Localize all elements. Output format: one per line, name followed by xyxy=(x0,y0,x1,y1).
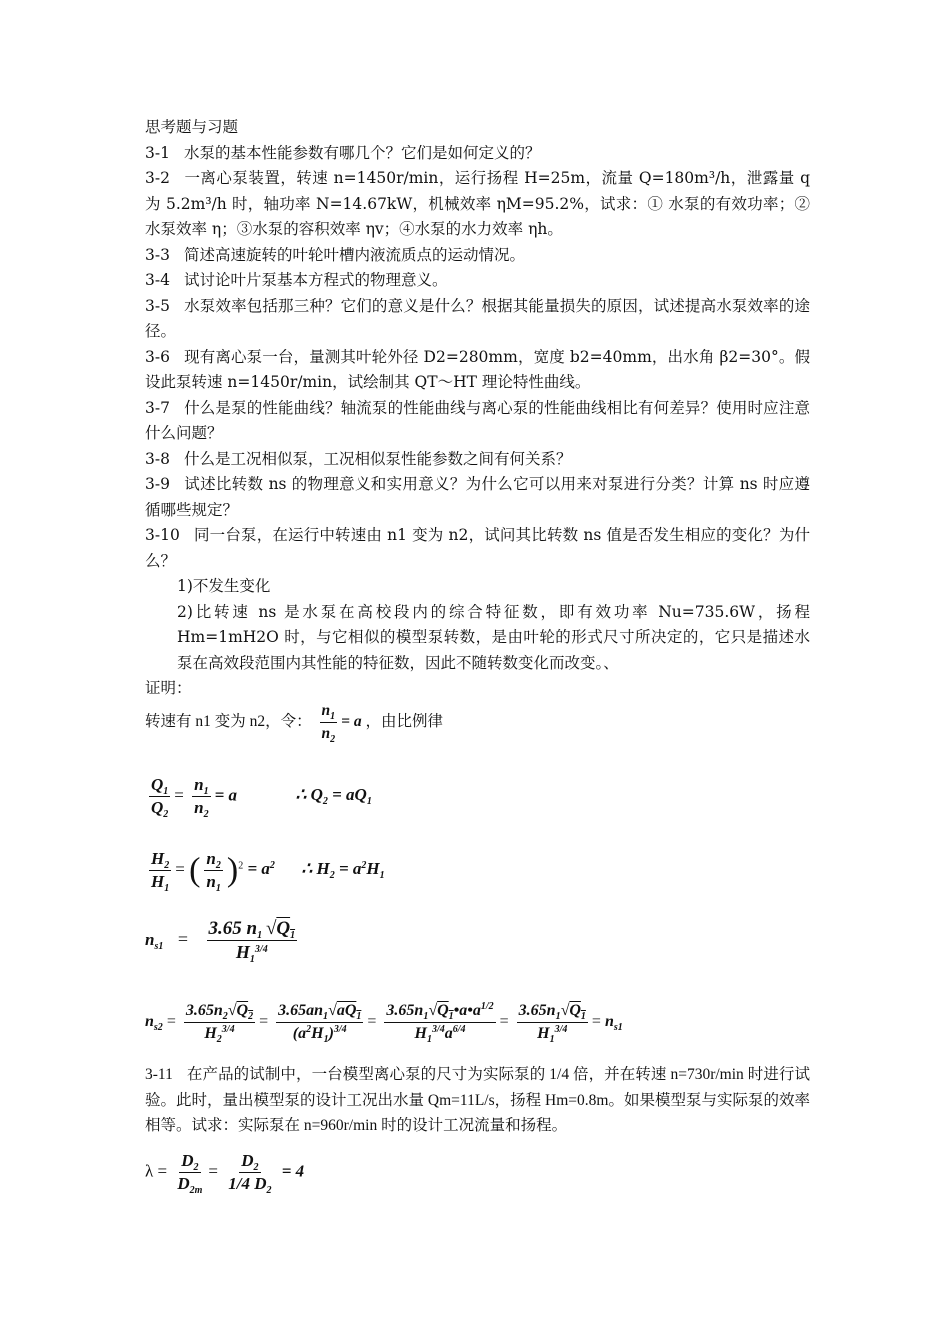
proof-intro-text: 转速有 n1 变为 n2，令： xyxy=(145,713,312,731)
section-heading: 思考题与习题 xyxy=(145,118,239,136)
question-3-5: 3-5 水泵效率包括那三种？它们的意义是什么？根据其能量损失的原因，试述提高水泵效率的途径。 xyxy=(145,296,810,340)
proof-label: 证明： xyxy=(145,679,192,697)
question-3-1: 3-1 水泵的基本性能参数有哪几个？它们是如何定义的？ xyxy=(145,143,541,162)
answer-2: 2)比转速 ns 是水泵在高校段内的综合特征数，即有效功率 Nu=735.6W，扬程 Hm=1mH2O 时，与它相似的模型泵转数，是由叶轮的形式尺寸所决定的，它只是描述水泵在高效段范围内其性能的特征数，因此不随转数变化而改变。、 xyxy=(177,602,810,672)
flow-ratio-equation: $\frac{Q_1}{Q_2}$ = $\frac{n_1}{n_2}$ = a ∴ $Q_2 = aQ_1$ xyxy=(151,775,372,820)
question-3-3: 3-3 简述高速旋转的叶轮叶槽内液流质点的运动情况。 xyxy=(145,245,525,264)
specific-speed-2-equation: $n_{s2}$ = $\frac{3.65n_2√Q_2}{H_2^{3/4}}$ = $\frac{3.65an_1√aQ_1}{(a^2H_1)^{3/4}}$ = $\frac{3.65n_1√Q_1•a•a^{1/2}}{H_1^{3/4}a^{6/4}}$ = $\frac{3.65n_1√Q_1}{H_1^{3/4}}$ = $n_{s1}$ xyxy=(145,1001,623,1045)
ratio-fraction: $\frac{n_1}{n_2}$ xyxy=(321,702,336,745)
text-column xyxy=(145,115,810,702)
question-3-2: 3-2 一离心泵装置，转速 n=1450r/min，运行扬程 H=25m，流量 Q=180m³/h，泄露量 q 为 5.2m³/h 时，轴功率 N=14.67kW，机械效率 ηM=95.2%，试求：① 水泵的有效功率；②水泵效率 η；③水泵的容积效率 ηv；④水泵的水力效率 ηh。 xyxy=(145,169,810,238)
proof-intro-tail: ，由比例律 xyxy=(365,713,443,731)
answer-1: 1)不发生变化 xyxy=(177,577,271,595)
question-3-7: 3-7 什么是泵的性能曲线？轴流泵的性能曲线与离心泵的性能曲线相比有何差异？使用时应注意什么问题？ xyxy=(145,398,810,442)
question-3-8: 3-8 什么是工况相似泵，工况相似泵性能参数之间有何关系？ xyxy=(145,449,572,468)
question-3-4: 3-4 试讨论叶片泵基本方程式的物理意义。 xyxy=(145,271,448,289)
proof-intro-line: 转速有 n1 变为 n2，令： $\frac{n_1}{n_2}$ = a ，由比例律 xyxy=(145,702,443,745)
question-3-9: 3-9 试述比转数 ns 的物理意义和实用意义？为什么它可以用来对泵进行分类？计算 ns 时应遵循哪些规定？ xyxy=(145,475,810,519)
question-3-10: 3-10 同一台泵，在运行中转速由 n1 变为 n2，试问其比转数 ns 值是否发生相应的变化？为什么？ xyxy=(145,526,810,570)
scale-ratio-equation: λ = $\frac{D_2}{D_{2m}}$ = $\frac{D_2}{1/4 D_2}$ = 4 xyxy=(145,1151,305,1196)
head-ratio-equation: $\frac{H_2}{H_1}$ = ( $\frac{n_2}{n_1}$ )$^2 = a^2$ ∴ $H_2 = a^2H_1$ xyxy=(151,849,385,894)
question-3-11: 3-11 在产品的试制中，一台模型离心泵的尺寸为实际泵的 1/4 倍，并在转速 n=730r/min 时进行试验。此时，量出模型泵的设计工况出水量 Qm=11L/s，扬程 Hm=0.8m。如果模型泵与实际泵的效率相等。试求：实际泵在 n=960r/min 时的设计工况流量和扬程。 xyxy=(145,1066,810,1134)
question-3-6: 3-6 现有离心泵一台，量测其叶轮外径 D2=280mm，宽度 b2=40mm，出水角 β2=30°。假设此泵转速 n=1450r/min，试绘制其 QT～HT 理论特性曲线。 xyxy=(145,347,810,391)
specific-speed-1-equation: $n_{s1}$ = $\frac{3.65 n_1 √Q_1}{H_1^{3/4}}$ xyxy=(145,918,296,965)
